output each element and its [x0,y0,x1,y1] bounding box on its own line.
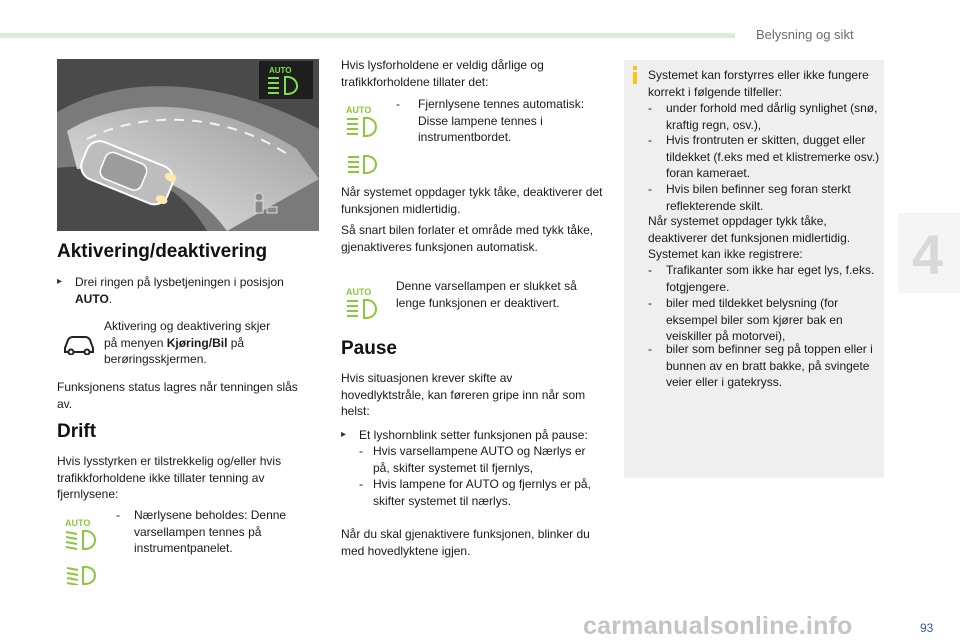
info-dash-1: - [648,101,652,115]
pause-dash-2: - [359,477,363,491]
fog-text-1: Når systemet oppdager tykk tåke, deaktiverer det funksjonen midlertidig. [341,185,603,216]
info-item-5: biler med tildekket belysning (for eksempel biler som kjører bak en veiskiller på motorvei), [666,296,843,343]
info-dash-3: - [648,182,652,196]
info-dash-2: - [648,133,652,147]
pause-item-2: Hvis lampene for AUTO og fjernlys er på, skifter systemet til nærlys. [373,477,591,508]
high-beam-icon [347,154,379,179]
page-number: 93 [920,621,934,635]
drift-text: Hvis lysstyrken er tilstrekkelig og/eller hvis trafikkforholdene ikke tillater tenning av fjernlysene: [57,454,282,501]
info-cannot-register: Systemet kan ikke registrere: [648,247,803,261]
auto-headlight-icon [259,61,313,99]
pause-step-text: Et lyshornblink setter funksjonen på pause: [359,428,588,442]
step-ring-text: Drei ringen på lysbetjeningen i posisjon [75,275,284,289]
menu-line2-post: på [227,335,245,350]
info-dash-4: - [648,263,652,277]
info-fog-note: Når systemet oppdager tykk tåke, deaktiverer det funksjonen midlertidig. [648,214,851,245]
menu-bold-bil: Bil [212,335,228,350]
drift-item: Nærlysene beholdes: Denne varsellampen tennes på instrumentpanelet. [134,508,287,555]
drift-dash: - [116,508,120,522]
high-beam-item: Fjernlysene tennes automatisk: Disse lampene tennes i instrumentbordet. [418,97,585,144]
info-item-3: Hvis bilen befinner seg foran sterkt reflekterende skilt. [666,182,851,213]
info-icon [631,66,639,84]
pause-arrow-icon: ▸ [341,429,347,440]
auto-off-label: AUTO [346,287,372,297]
info-dash-6: - [648,342,652,356]
info-dash-5: - [648,296,652,310]
info-line-1: Systemet kan forstyrres eller ikke fungere korrekt i følgende tilfeller: [648,68,869,99]
info-item-6: biler som befinner seg på toppen eller i bunnen av en bratt bakke, på svingete veier eller i gatekryss. [666,342,873,389]
menu-sep: / [208,335,213,350]
status-saved-text: Funksjonens status lagres når tenningen slås av. [57,380,298,411]
step-ring-end: . [108,291,113,306]
menu-bold-kjoring: Kjøring [166,335,209,350]
pause-dash-1: - [359,444,363,458]
menu-line1: Aktivering og deaktivering skjer [104,319,271,333]
high-beam-intro: Hvis lysforholdene er veldig dårlige og trafikkforholdene tillater det: [341,58,544,89]
step-ring-value: AUTO [75,291,109,306]
auto-lamp-inset-label: AUTO [269,66,292,75]
section-title: Belysning og sikt [756,27,854,42]
high-dash: - [396,97,400,111]
pause-text: Hvis situasjonen krever skifte av hovedlyktstråle, kan føreren gripe inn når som helst: [341,371,586,418]
header-rule [0,33,735,38]
pause-item-1: Hvis varsellampene AUTO og Nærlys er på, skifter systemet til fjernlys, [373,444,586,475]
chapter-number: 4 [912,223,944,286]
lamp-off-text: Denne varsellampen er slukket så lenge funksjonen er deaktivert. [396,279,577,310]
headlight-illustration [57,59,319,231]
watermark: carmanualsonline.info [583,612,853,640]
reactivate-text: Når du skal gjenaktivere funksjonen, blinker du med hovedlyktene igjen. [341,527,590,558]
menu-line3: berøringsskjermen. [104,352,207,366]
info-item-4: Trafikanter som ikke har eget lys, f.eks. fotgjengere. [666,263,875,294]
auto-low-beam-label: AUTO [65,518,91,528]
heading-drift: Drift [57,421,97,442]
heading-pause: Pause [341,338,397,359]
heading-activation: Aktivering/deaktivering [57,241,268,262]
info-item-2: Hvis frontruten er skitten, dugget eller tildekket (f.eks med et klistremerke osv.) foran kameraet. [666,133,880,180]
low-beam-icon [66,565,98,590]
auto-off-icon [345,286,381,325]
menu-instruction [104,318,314,368]
step-arrow-icon: ▸ [57,276,63,287]
auto-high-beam-icon [345,104,381,143]
auto-lamp-inset [259,61,313,99]
menu-line2-pre: på menyen [104,335,167,350]
car-menu-icon [62,333,96,360]
auto-low-beam-icon [64,517,100,556]
auto-high-beam-label: AUTO [346,105,372,115]
fog-text-2: Så snart bilen forlater et område med tykk tåke, gjenaktiveres funksjonen automatisk. [341,223,594,254]
info-item-1: under forhold med dårlig synlighet (snø, kraftig regn, osv.), [666,101,878,132]
